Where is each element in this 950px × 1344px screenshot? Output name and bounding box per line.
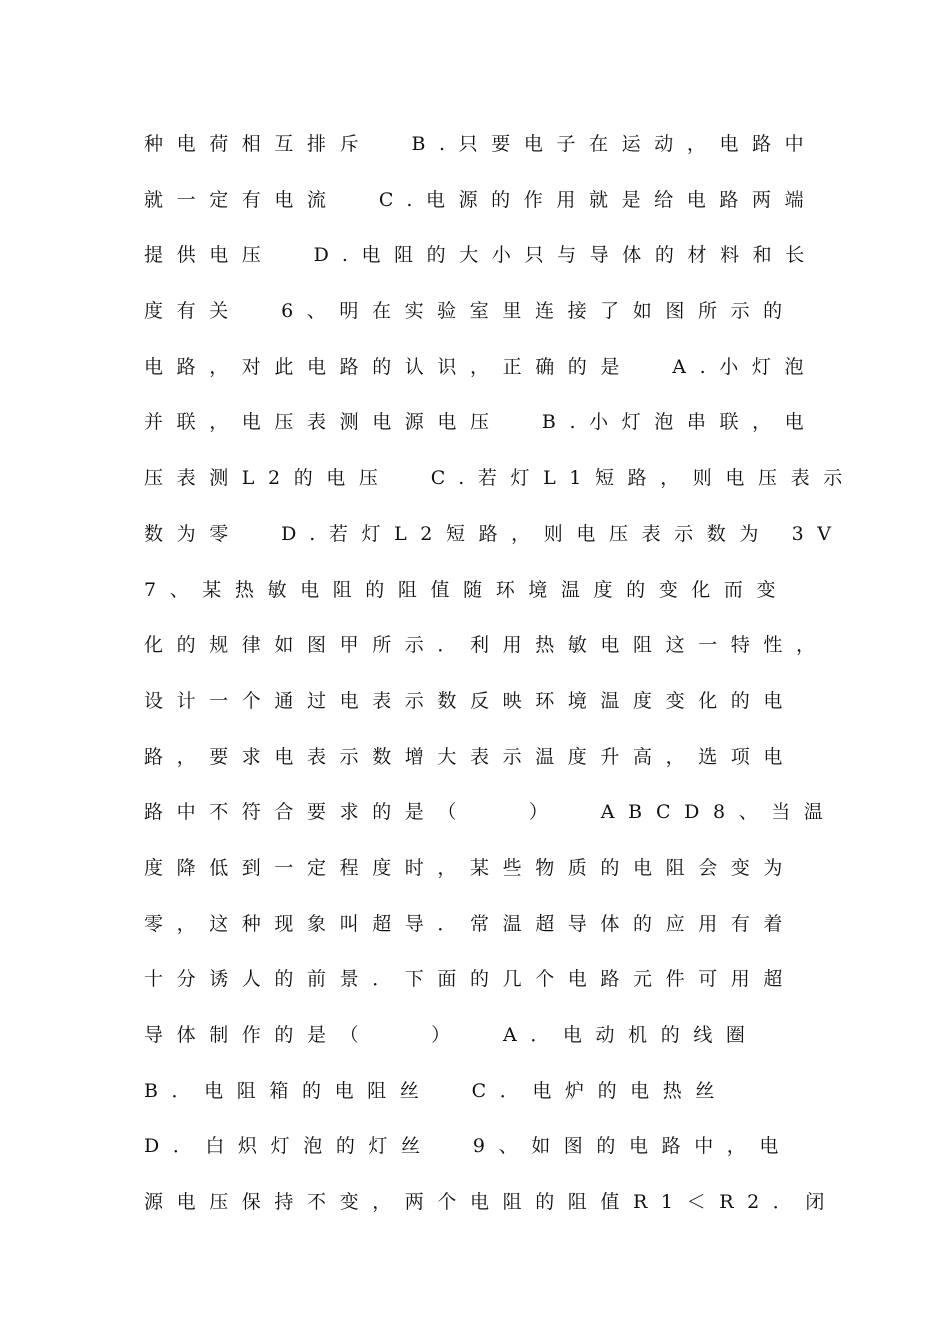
text-line: 路，要求电表示数增大表示温度升高，选项电 <box>144 745 797 768</box>
text-line: 设计一个通过电表示数反映环境温度变化的电 <box>144 689 797 712</box>
text-line: 路中不符合要求的是（ ） ABCD8、当温 <box>144 801 837 824</box>
text-line: 化的规律如图甲所示．利用热敏电阻这一特性， <box>144 634 829 657</box>
text-line: 零，这种现象叫超导．常温超导体的应用有着 <box>144 912 797 935</box>
text-line: 就一定有电流 C.电源的作用就是给电路两端 <box>144 188 818 211</box>
text-line: 度有关 6、明在实验室里连接了如图所示的 <box>144 300 796 323</box>
text-line: 度降低到一定程度时，某些物质的电阻会变为 <box>144 856 797 879</box>
text-line: B．电阻箱的电阻丝 C．电炉的电热丝 <box>144 1079 728 1102</box>
text-line: 压表测L2的电压 C.若灯L1短路，则电压表示 <box>144 467 856 490</box>
text-line: 源电压保持不变，两个电阻的阻值R1＜R2．闭 <box>144 1191 838 1214</box>
text-line: 并联，电压表测电源电压 B.小灯泡串联，电 <box>144 411 818 434</box>
text-line: 7、某热敏电阻的阻值随环境温度的变化而变 <box>144 578 790 601</box>
text-line: 十分诱人的前景．下面的几个电路元件可用超 <box>144 968 797 991</box>
text-line: 种电荷相互排斥 B.只要电子在运动，电路中 <box>144 133 818 155</box>
text-line: 提供电压 D.电阻的大小只与导体的材料和长 <box>144 244 818 267</box>
text-line: 数为零 D.若灯L2短路，则电压表示数为 3V <box>144 522 845 545</box>
document-text <box>144 126 856 1240</box>
text-line: 导体制作的是（ ） A．电动机的线圈 <box>144 1024 759 1046</box>
text-line: D．白炽灯泡的灯丝 9、如图的电路中，电 <box>144 1135 793 1158</box>
text-line: 电路，对此电路的认识，正确的是 A.小灯泡 <box>144 355 818 378</box>
